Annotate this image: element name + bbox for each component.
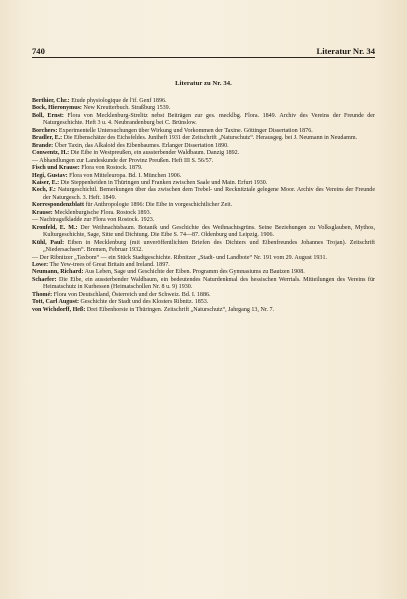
entry-author: Hegi, Gustav:: [32, 172, 68, 179]
section-title: Literatur zu Nr. 34.: [175, 80, 232, 87]
bibliography-entry: [32, 105, 375, 112]
bibliography-entry: [32, 173, 375, 180]
bibliography-entry: [32, 150, 375, 157]
entry-text: Experimentelle Untersuchungen über Wirkung und Vorkommen der Taxine. Göttinger Dissertation 1876.: [57, 127, 313, 134]
bibliography-entry: [32, 299, 375, 306]
entry-author: Lowe:: [32, 261, 49, 268]
entry-text: — Abhandlungen zur Landeskunde der Provinz Preußen. Heft III S. 56/57.: [32, 157, 214, 164]
bibliography-entry: [32, 307, 375, 314]
entry-text: — Der Ribnitzer „Taxbom“ — ein Stück Stadtgeschichte. Ribnitzer „Stadt- und Landbote“ Nr. 191 vom 29. August 1931.: [32, 254, 327, 261]
entry-text: Die Eibenschätze des Eichsfeldes. Juniheft 1931 der Zeitschrift „Naturschutz“. Herausgeg. bei J. Neumann in Neudamm.: [62, 135, 358, 142]
bibliography-entry: [32, 255, 375, 262]
running-title: Literatur Nr. 34: [316, 46, 375, 56]
entry-author: Brande:: [32, 142, 54, 149]
entry-author: Kaiser, E.:: [32, 179, 60, 186]
entry-text: für Anthropologie 1896: Die Eibe in vorgeschichtlicher Zeit.: [83, 202, 233, 209]
entry-text: Die Eibe in Westpreußen, ein aussterbender Waldbaum. Danzig 1892.: [69, 150, 240, 157]
page-header: [32, 46, 375, 56]
entry-text: Die Steppenheiden in Thüringen und Franken zwischen Saale und Main. Erfurt 1930.: [59, 179, 268, 186]
entry-author: Schaefer:: [32, 276, 57, 283]
page-number: 740: [32, 46, 45, 56]
entry-author: Kühl, Paul:: [32, 239, 65, 246]
entry-author: Korrespondenzblatt: [32, 202, 84, 209]
entry-author: Borchers:: [32, 127, 58, 134]
entry-author: Krause:: [32, 209, 53, 216]
entry-text: Eiben in Mecklenburg (mit unveröffentlichten Briefen des Dichters und Eibenfreundes Johannes Trojan). Zeitschrift „Niedersachsen“. Bremen, Februar 1932.: [43, 239, 375, 254]
entry-author: Bock, Hieronymus:: [32, 105, 82, 112]
entry-author: Bradler, E.:: [32, 135, 63, 142]
bibliography-entry: [32, 292, 375, 299]
entry-text: — Nachtragsfkladde zur Flora von Rostock. 1923.: [32, 217, 155, 224]
entry-text: Flora von Mitteleuropa. Bd. I. München 1906.: [67, 172, 182, 179]
bibliography-entry: [32, 180, 375, 187]
entry-author: Berthier, Chr.:: [32, 98, 70, 104]
entry-author: Conwentz, H.:: [32, 150, 70, 157]
entry-text: Über Taxin, das Alkaloid des Eibenbaumes. Erlanger Dissertation 1890.: [53, 142, 229, 149]
entry-author: Neumann, Richard:: [32, 269, 84, 276]
bibliography-entry: [32, 113, 375, 128]
bibliography-entry: [32, 225, 375, 240]
entry-text: Flora von Mecklenburg-Strelitz nebst Beiträgen zur ges. mecklbg. Flora. 1849. Archiv des Vereins der Freunde der Naturgeschichte. Heft 3 u. 4. Neubrandenburg bei C. Brünslow.: [43, 112, 375, 127]
bibliography-entry: [32, 277, 375, 292]
header-rule: [32, 57, 375, 58]
entry-author: Fisch und Krause:: [32, 165, 80, 172]
entry-author: Thomé:: [32, 291, 53, 298]
entry-text: Flora von Deutschland, Österreich und der Schweiz. Bd. I. 1886.: [52, 291, 211, 298]
entry-text: Naturgeschichtl. Bemerkungen über das zwischen dem Trebel- und Recknitztale gelegene Moor. Archiv des Vereins der Freunde der Naturgesch. 3. Heft. 1849.: [43, 187, 375, 201]
bibliography-entry: [32, 202, 375, 209]
entry-author: Kronfeld, E. M.:: [32, 224, 78, 231]
entry-text: Mecklenburgische Flora. Rostock 1893.: [52, 209, 152, 216]
entry-author: von Wichdorff, Heß:: [32, 306, 86, 313]
bibliography-entry: [32, 269, 375, 276]
entry-author: Tott, Carl August:: [32, 299, 79, 306]
bibliography-entry: [32, 135, 375, 142]
entry-text: Geschichte der Stadt und des Klosters Ribnitz. 1853.: [78, 299, 209, 306]
bibliography-entry: [32, 240, 375, 255]
bibliography-entry: [32, 158, 375, 165]
bibliography-entry: [32, 262, 375, 269]
entry-text: Die Eibe, ein aussterbender Waldbaum, ein bedeutendes Naturdenkmal des hessischen Werrtals. Mitteilungen des Vereins für Heimatschutz in Kurhessen (Heimatschollen Nr. 8 u. 9) 1930.: [43, 276, 375, 291]
entry-text: Etude physiologique de l'if. Genf 1896.: [69, 98, 167, 104]
entry-text: The Yew-trees of Great Britain and Ireland. 1897.: [48, 261, 170, 268]
entry-text: Der Weihnachtsbaum. Botanik und Geschichte des Weihnachtsgrüns. Seine Beziehungen zu Volksglauben, Mythos, Kulturgeschichte, Sage, Sitte und Dichtung. Die Eibe S. 74—87. Oldenburg und Leipzig. 1906.: [43, 224, 375, 239]
entry-author: Boll, Ernst:: [32, 112, 64, 119]
entry-author: Koch, F.:: [32, 187, 56, 194]
entry-text: Drei Eibenhorste in Thüringen. Zeitschrift „Naturschutz“, Jahrgang 13, Nr. 7.: [85, 306, 275, 313]
entry-text: Aus Leben, Sage und Geschichte der Eiben. Programm des Gymnasiums zu Bautzen 1908.: [83, 269, 305, 276]
bibliography-list: [32, 98, 375, 314]
bibliography-entry: [32, 165, 375, 172]
bibliography-entry: [32, 187, 375, 202]
entry-text: New Kreutterbuch. Straßburg 1539.: [81, 105, 171, 112]
bibliography-entry: [32, 217, 375, 224]
entry-text: Flora von Rostock. 1879.: [79, 165, 143, 172]
